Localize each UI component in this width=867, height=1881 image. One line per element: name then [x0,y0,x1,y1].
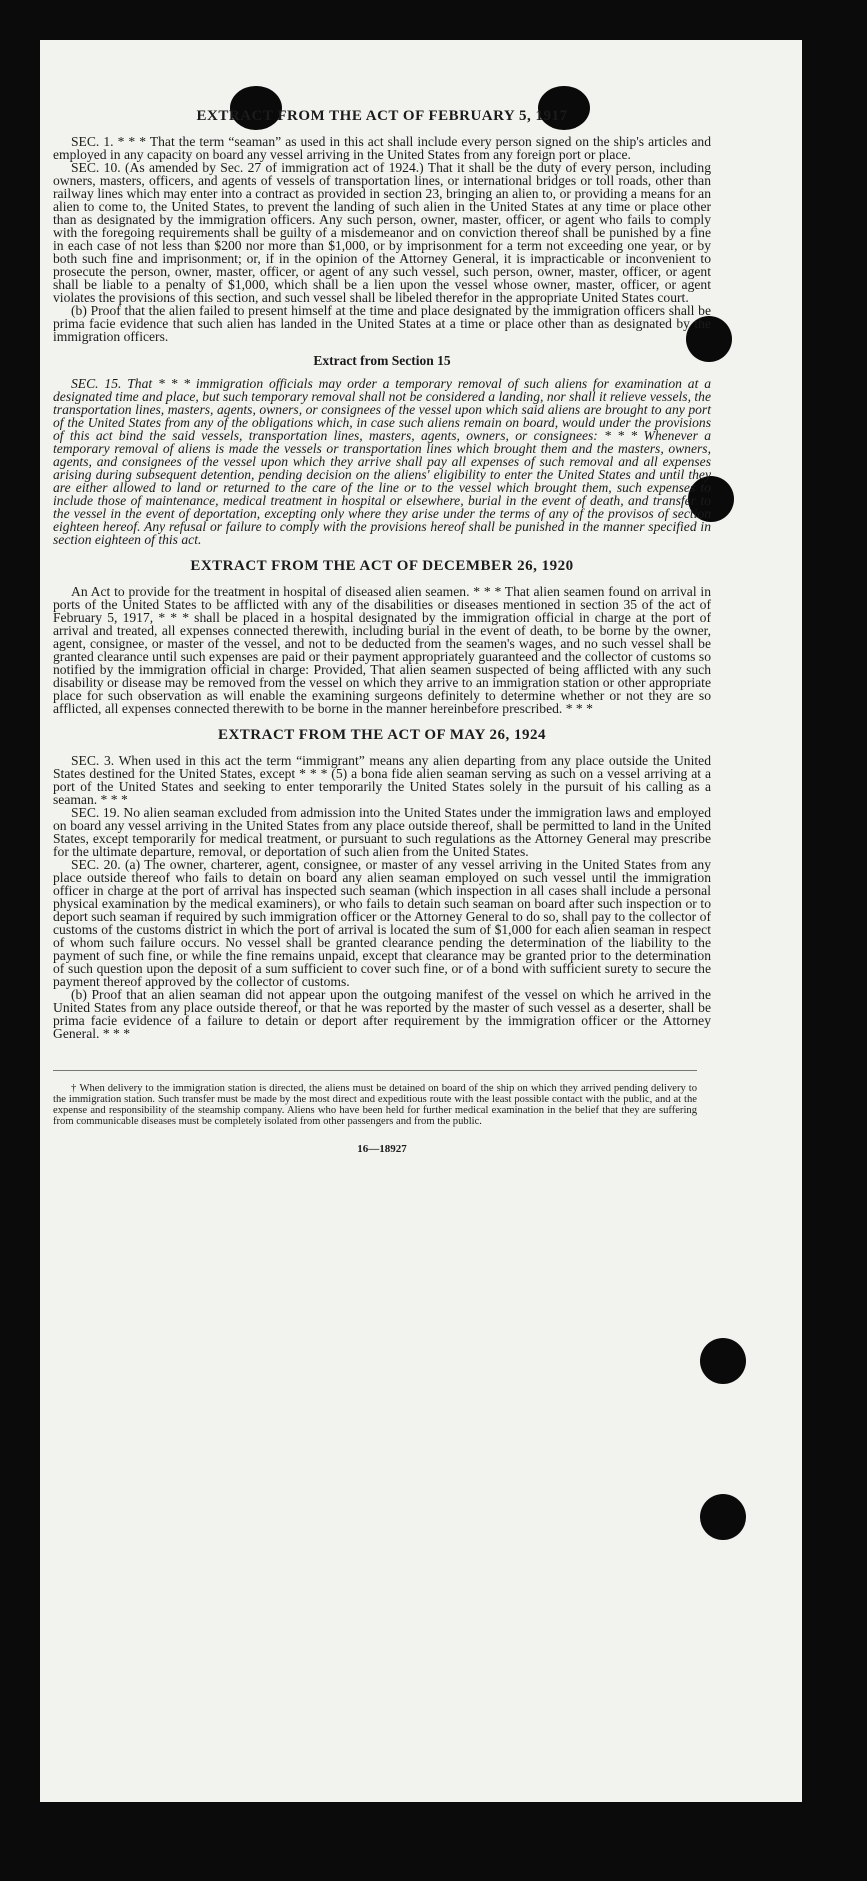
heading-act-1917: EXTRACT FROM THE ACT OF FEBRUARY 5, 1917 [196,108,568,124]
paragraph-sec-20-a: SEC. 20. (a) The owner, charterer, agent, consignee, or master of any vessel arriving in the United States from any place outside thereof who fails to detain on board any alien seaman employed on such vessel until the immigration officer in charge at the port of arrival has inspected such seaman (which inspection in all cases shall include a personal physical examination by the medical examiners), or who fails to detain such seaman on board after such inspection or to deport such seaman if required by such immigration officer or the Attorney General to do so, shall pay to the collector of customs of the customs district in which the port of arrival is located the sum of $1,000 for each alien seaman in respect of whom such failure occurs. No vessel shall be granted clearance pending the determination of the liability to the payment of such fine, or while the fine remains unpaid, except that clearance may be granted prior to the determination of such question upon the deposit of a sum sufficient to cover such fine, or of a bond with sufficient surety to secure the payment thereof approved by the collector of customs. [53,857,711,989]
paragraph-sec-1: SEC. 1. * * * That the term “seaman” as used in this act shall include every person signed on the ship's articles and employed in any capacity on board any vessel arriving in the United States from any foreign port or place. [53,134,711,162]
paragraph-sec-20-b: (b) Proof that an alien seaman did not appear upon the outgoing manifest of the vessel on which he arrived in the United States from any place outside thereof, or that he was reported by the master of such vessel as a deserter, shall be prima facie evidence of a failure to detain or deport after requirement by the immigration officer or the Attorney General. * * * [53,987,711,1041]
footnote-text: † When delivery to the immigration station is directed, the aliens must be detained on board of the ship on which they arrived pending delivery to the immigration station. Such transfer must be made by the most direct and expeditious route with the least possible contact with the public, and at the expense and responsibility of the steamship company. Aliens who have been held for further medical examination in the belief that they are suffering from communicable diseases must be completely isolated from other passengers and from the public. [53,1083,697,1127]
paragraph-sec-19: SEC. 19. No alien seaman excluded from admission into the United States under the immigration laws and employed on board any vessel arriving in the United States from any place outside thereof, shall be permitted to land in the United States, except temporarily for medical treatment, or pursuant to such regulations as the Attorney General may prescribe for the ultimate departure, removal, or deportation of such alien from the United States. [53,805,711,859]
heading-section-15: Extract from Section 15 [313,353,451,368]
document-content [53,108,711,1155]
punch-hole [700,1338,746,1384]
footnote [53,1070,697,1127]
paragraph-sec-3: SEC. 3. When used in this act the term “immigrant” means any alien departing from any place outside the United States destined for the United States, except * * * (5) a bona fide alien seaman serving as such on a vessel arriving at a port of the United States and seeking to enter temporarily the United States solely in the pursuit of his calling as a seaman. * * * [53,753,711,807]
paragraph-sec-15: SEC. 15. That * * * immigration officials may order a temporary removal of such aliens for examination at a designated time and place, but such temporary removal shall not be considered a landing, nor shall it relieve vessels, the transportation lines, masters, agents, owners, or consignees of the vessel upon which said aliens are brought to any port of the United States from any of the obligations which, in case such aliens remain on board, would under the provisions of this act bind the said vessels, transportation lines, masters, agents, owners, or consignees: * * * Whenever a temporary removal of aliens is made the vessels or transportation lines which brought them and the masters, owners, agents, and consignees of the vessel upon which they arrive shall pay all expenses of such removal and all expenses arising during subsequent detention, pending decision on the aliens' eligibility to enter the United States and until they are either allowed to land or returned to the care of the line or to the vessel which brought them, such expenses to include those of maintenance, medical treatment in hospital or elsewhere, burial in the event of death, and transfer to the vessel in the event of deportation, excepting only where they arise under the terms of any of the provisos of section eighteen hereof. Any refusal or failure to comply with the provisions hereof shall be punished in the manner specified in section eighteen of this act. [53,376,711,547]
paragraph-sec-10-b: (b) Proof that the alien failed to present himself at the time and place designated by the immigration officers shall be prima facie evidence that such alien has landed in the United States at a time or place other than as designated by the immigration officers. [53,303,711,344]
paragraph-sec-10: SEC. 10. (As amended by Sec. 27 of immigration act of 1924.) That it shall be the duty of every person, including owners, masters, officers, and agents of vessels of transportation lines, or international bridges or toll roads, other than railway lines which may enter into a contract as provided in section 23, bringing an alien to, or providing a means for an alien to come to, the United States, to prevent the landing of such alien in the United States at any time or place other than as designated by the immigration officers. Any such person, owner, master, officer, or agent who fails to comply with the foregoing requirements shall be guilty of a misdemeanor and on conviction thereof shall be punished by a fine in each case of not less than $200 nor more than $1,000, or by imprisonment for a term not exceeding one year, or by both such fine and imprisonment; or, if in the opinion of the Attorney General, it is impracticable or inconvenient to prosecute the person, owner, master, officer, or agent of any such vessel, such person, owner, master, officer, or agent shall be liable to a penalty of $1,000, which shall be a lien upon the vessel whose owner, master, officer, or agent violates the provisions of this section, and such vessel shall be libeled therefor in the appropriate United States court. [53,160,711,305]
heading-act-1924: EXTRACT FROM THE ACT OF MAY 26, 1924 [217,727,547,743]
heading-act-1920: EXTRACT FROM THE ACT OF DECEMBER 26, 1920 [190,558,574,574]
paragraph-act-1920: An Act to provide for the treatment in hospital of diseased alien seamen. * * * That alien seamen found on arrival in ports of the United States to be afflicted with any of the disabilities or diseases mentioned in section 35 of the act of February 5, 1917, * * * shall be placed in a hospital designated by the immigration official in charge at the port of arrival and treated, all expenses connected therewith, including burial in the event of death, to be borne by the owner, agent, consignee, or master of the vessel, and not to be deducted from the seamen's wages, and no such vessel shall be granted clearance until such expenses are paid or their payment appropriately guaranteed and the collector of customs so notified by the immigration official in charge: Provided, That alien seamen suspected of being afflicted with any such disability or disease may be removed from the vessel on which they arrive to an immigration station or other appropriate place for such observation as will enable the examining surgeons definitely to determine whether or not they are so afflicted, all expenses connected therewith to be borne in the manner hereinbefore prescribed. * * * [53,584,711,716]
punch-hole [700,1494,746,1540]
form-code: 16—18927 [357,1143,407,1155]
